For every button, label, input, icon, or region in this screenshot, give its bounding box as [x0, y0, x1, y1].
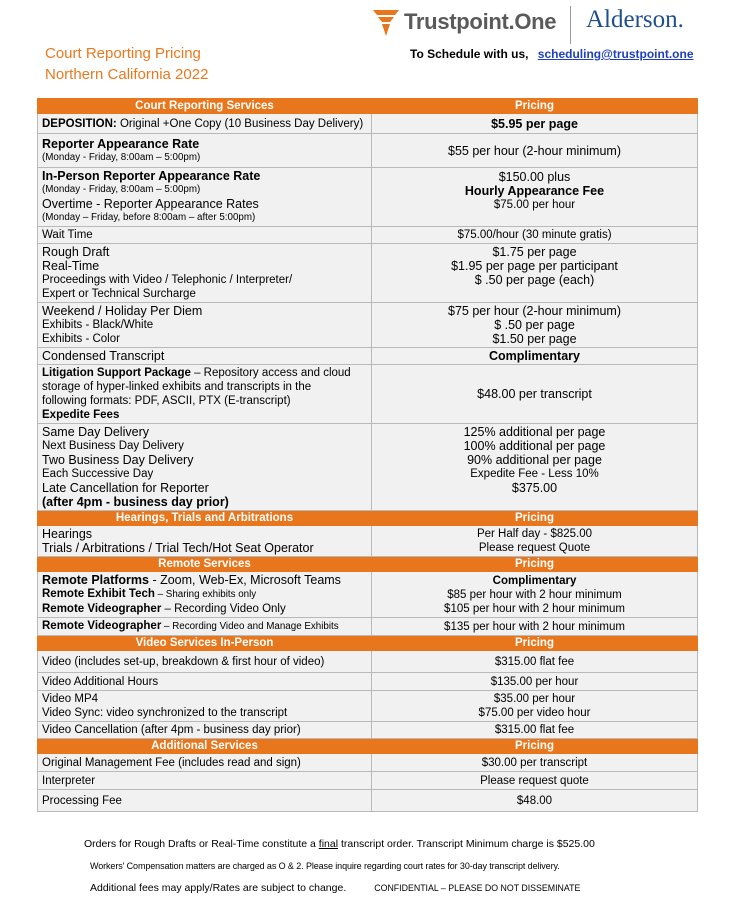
schedule-line	[410, 47, 694, 61]
section-header-court	[38, 99, 698, 114]
section-price-title: Pricing	[372, 99, 698, 114]
table-row	[38, 365, 698, 424]
table-row	[38, 114, 698, 134]
row-price: Hourly Appearance Fee	[464, 184, 605, 198]
row-label: Overtime - Reporter Appearance Rates	[42, 197, 259, 211]
table-row	[38, 691, 698, 722]
row-label: - Zoom, Web-Ex, Microsoft Teams	[148, 573, 341, 587]
row-price: $375.00	[511, 481, 558, 495]
row-price: Please request quote	[372, 772, 698, 790]
row-price: $75.00 per video hour	[478, 707, 591, 719]
row-price: $55 per hour (2-hour minimum)	[372, 134, 698, 168]
page-subtitle: Northern California 2022	[45, 66, 209, 83]
row-label: Condensed Transcript	[38, 348, 372, 365]
section-header-additional	[38, 739, 698, 754]
table-row	[38, 168, 698, 227]
table-row	[38, 348, 698, 365]
row-price: 90% additional per page	[467, 453, 602, 467]
row-label: Exhibits - Black/White	[42, 319, 154, 331]
row-label: Video Cancellation (after 4pm - business day prior)	[38, 722, 372, 739]
row-price: $ .50 per page (each)	[474, 273, 595, 287]
row-price: Complimentary	[372, 348, 698, 365]
section-title: Video Services In-Person	[38, 636, 372, 651]
table-row	[38, 134, 698, 168]
table-row	[38, 618, 698, 636]
row-label: – Sharing exhibits only	[154, 589, 257, 600]
row-label: Real-Time	[42, 259, 100, 273]
row-label: Original Management Fee (includes read and sign)	[38, 754, 372, 772]
row-price: $315.00 flat fee	[372, 722, 698, 739]
row-label: – Recording Video Only	[161, 603, 286, 615]
row-label: Hearings	[42, 527, 93, 541]
row-label: storage of hyper-linked exhibits and transcripts in the	[42, 381, 312, 393]
section-title: Remote Services	[38, 557, 372, 572]
table-row	[38, 772, 698, 790]
section-price-title: Pricing	[372, 557, 698, 572]
section-header-video	[38, 636, 698, 651]
section-title: Court Reporting Services	[38, 99, 372, 114]
section-title: Additional Services	[38, 739, 372, 754]
row-price: $135.00 per hour	[372, 673, 698, 691]
row-label: Proceedings with Video / Telephonic / Interpreter/	[42, 274, 293, 286]
page-header	[0, 0, 732, 96]
page-title: Court Reporting Pricing	[45, 45, 201, 62]
trustpoint-brand: Trustpoint.One	[404, 9, 557, 34]
row-sublabel: (Monday - Friday, 8:00am – 5:00pm)	[42, 184, 201, 195]
brand-divider	[570, 6, 571, 44]
row-label: Video (includes set-up, breakdown & first hour of video)	[38, 651, 372, 673]
row-label: following formats: PDF, ASCII, PTX (E-transcript)	[42, 395, 291, 407]
row-price: $85 per hour with 2 hour minimum	[447, 588, 622, 601]
row-price: $5.95 per page	[372, 114, 698, 134]
row-label-bold: Litigation Support Package	[42, 367, 191, 379]
section-price-title: Pricing	[372, 739, 698, 754]
table-row	[38, 722, 698, 739]
trustpoint-logo-icon	[371, 6, 401, 38]
row-price: $75.00 per hour	[493, 199, 576, 211]
row-label: Rough Draft	[42, 245, 110, 259]
row-price: $35.00 per hour	[493, 693, 576, 705]
table-row	[38, 244, 698, 303]
row-sublabel: (Monday - Friday, 8:00am – 5:00pm)	[42, 151, 201, 163]
row-label: Weekend / Holiday Per Diem	[42, 304, 203, 318]
pricing-table	[37, 98, 698, 812]
row-label: Trials / Arbitrations / Trial Tech/Hot Seat Operator	[42, 541, 314, 555]
row-price: $30.00 per transcript	[372, 754, 698, 772]
row-price: $1.75 per page	[492, 245, 577, 259]
row-label: Next Business Day Delivery	[42, 440, 184, 452]
row-label: (after 4pm - business day prior)	[42, 495, 229, 509]
row-label: Interpreter	[38, 772, 372, 790]
row-price: Complimentary	[492, 574, 577, 587]
table-row	[38, 673, 698, 691]
row-price: $315.00 flat fee	[372, 651, 698, 673]
row-price: $105 per hour with 2 hour minimum	[444, 602, 625, 615]
row-label-bold: Remote Exhibit Tech	[42, 588, 155, 600]
row-price: $48.00 per transcript	[372, 365, 698, 424]
row-label: Video Sync: video synchronized to the transcript	[42, 707, 288, 719]
row-label-bold: DEPOSITION:	[42, 117, 117, 130]
row-label: Original +One Copy (10 Business Day Delivery)	[119, 117, 364, 130]
row-label: Processing Fee	[38, 790, 372, 812]
row-price: $1.50 per page	[492, 332, 577, 346]
row-price: $75.00/hour (30 minute gratis)	[372, 227, 698, 244]
row-label: – Recording Video and Manage Exhibits	[161, 621, 339, 632]
row-label: – Repository access and cloud	[190, 367, 351, 379]
row-label: Expedite Fees	[42, 409, 120, 421]
row-label: Video Additional Hours	[38, 673, 372, 691]
row-label: Same Day Delivery	[42, 425, 149, 439]
section-price-title: Pricing	[372, 511, 698, 526]
table-row	[38, 572, 698, 618]
row-price: $ .50 per page	[494, 318, 575, 332]
section-title: Hearings, Trials and Arbitrations	[38, 511, 372, 526]
row-price: $1.95 per page per participant	[451, 259, 618, 273]
table-row	[38, 754, 698, 772]
alderson-brand: Alderson.	[586, 6, 684, 33]
table-row	[38, 651, 698, 673]
row-sublabel: (Monday – Friday, before 8:00am – after 5:00pm)	[42, 212, 256, 223]
row-label-bold: Remote Videographer	[42, 603, 162, 615]
row-label: Video MP4	[42, 693, 99, 705]
row-price: Expedite Fee - Less 10%	[470, 468, 599, 480]
table-row	[38, 227, 698, 244]
table-row	[38, 790, 698, 812]
schedule-label: To Schedule with us,	[410, 47, 529, 61]
footer-note-workers-comp: Workers' Compensation matters are charged as O & 2. Please inquire regarding court rates for 30-day transcript delivery.	[90, 861, 560, 871]
table-row	[38, 424, 698, 511]
section-price-title: Pricing	[372, 636, 698, 651]
row-label: Expert or Technical Surcharge	[42, 288, 196, 300]
row-label-bold: Remote Videographer	[42, 620, 162, 632]
row-label: Each Successive Day	[42, 468, 154, 480]
table-row	[38, 303, 698, 348]
row-price: $75 per hour (2-hour minimum)	[448, 304, 621, 318]
row-label-bold: Remote Platforms	[42, 573, 149, 587]
row-label: In-Person Reporter Appearance Rate	[42, 169, 261, 183]
row-price: 125% additional per page	[463, 425, 606, 439]
confidential-notice: CONFIDENTIAL – PLEASE DO NOT DISSEMINATE	[374, 883, 581, 893]
footer-note-minimum: Orders for Rough Drafts or Real-Time constitute a final transcript order. Transcript Minimum charge is $525.00	[84, 838, 595, 850]
row-label: Two Business Day Delivery	[42, 453, 194, 467]
row-label: Exhibits - Color	[42, 333, 120, 345]
section-header-remote	[38, 557, 698, 572]
row-price: $48.00	[372, 790, 698, 812]
row-price: $135 per hour with 2 hour minimum	[372, 618, 698, 636]
row-price: 100% additional per page	[463, 439, 606, 453]
row-label: Wait Time	[38, 227, 372, 244]
row-price: Please request Quote	[478, 542, 591, 554]
section-header-hearings	[38, 511, 698, 526]
row-price: Per Half day - $825.00	[476, 528, 593, 540]
schedule-email-link[interactable]: scheduling@trustpoint.one	[537, 47, 694, 61]
row-label: Late Cancellation for Reporter	[42, 481, 209, 495]
table-row	[38, 526, 698, 557]
row-label: Reporter Appearance Rate	[42, 136, 200, 151]
footer-note-fees: Additional fees may apply/Rates are subject to change. CONFIDENTIAL – PLEASE DO NOT DISSEMINATE	[90, 882, 581, 894]
row-price: $150.00 plus	[498, 170, 571, 184]
